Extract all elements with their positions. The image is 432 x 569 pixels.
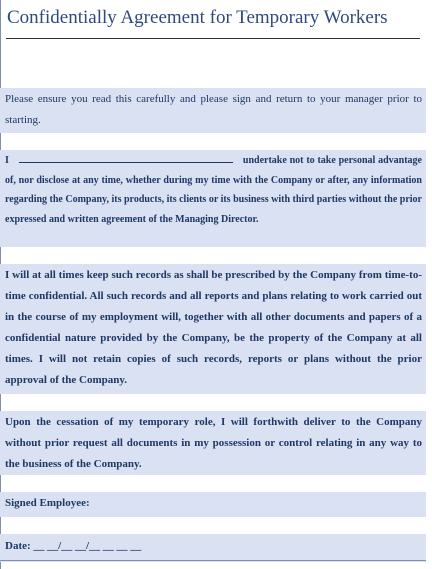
undertaking-text: undertake not to take personal advantage of, nor disclose at any time, whether during my time with the Company or after, any information regarding the Company, its products, its clients or its business with third parties without the prior expressed and written agreement of the Managing Director. [5, 155, 422, 225]
date-label: Date: [5, 540, 31, 552]
signature-row [0, 492, 426, 517]
intro-paragraph [0, 88, 426, 133]
intro-text: Please ensure you read this carefully and please sign and return to your manager prior to starting. [5, 93, 422, 126]
date-row [0, 534, 426, 562]
cessation-paragraph [0, 411, 426, 475]
records-paragraph [0, 264, 426, 394]
document-title: Confidentially Agreement for Temporary Workers [7, 7, 388, 28]
date-placeholder: __ __/__ __/__ __ __ __ [33, 540, 142, 552]
signed-employee-label: Signed Employee: [5, 497, 90, 509]
bottom-rule [0, 560, 426, 561]
cessation-text: Upon the cessation of my temporary role, I will forthwith deliver to the Company without prior request all documents in my possession or control relating in any way to the business of the Company. [5, 416, 422, 470]
undertaking-prefix: I [5, 155, 9, 166]
records-text: I will at all times keep such records as shall be prescribed by the Company from time-to-time confidential. All such records and all reports and plans relating to work carried out in the course of my employment will, together with all other documents and papers of a confidential nature provided by the Company, be the property of the Company at all times. I will not retain copies of such records, reports or plans without the prior approval of the Company. [5, 269, 422, 386]
title-underline [6, 38, 420, 39]
name-blank-line [19, 153, 233, 163]
undertaking-paragraph [0, 150, 426, 247]
